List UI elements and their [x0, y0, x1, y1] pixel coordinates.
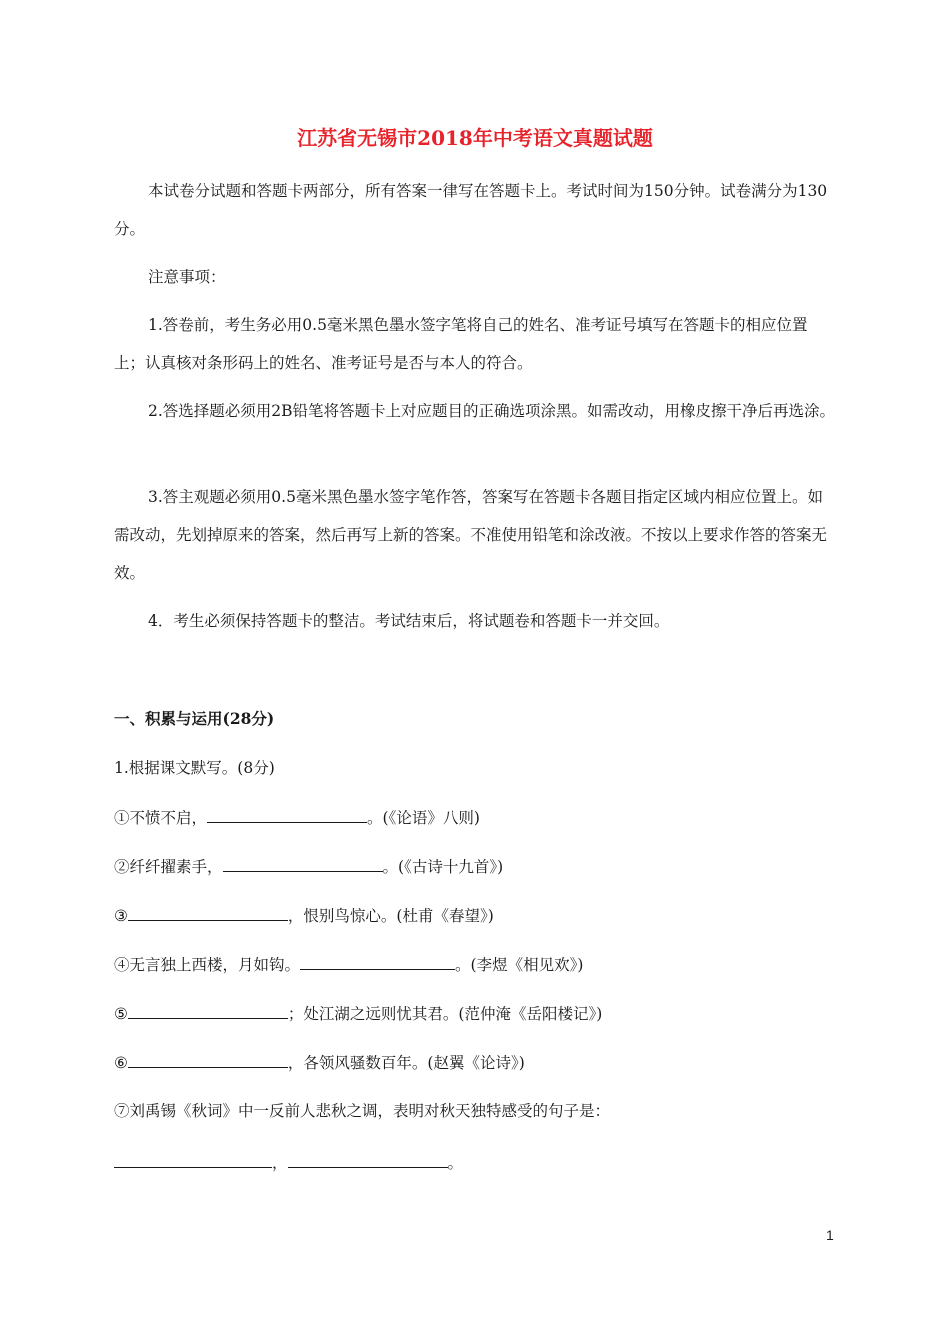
notice-item-2: 2.答选择题必须用2B铅笔将答题卡上对应题目的正确选项涂黑。如需改动，用橡皮擦干净后再选涂。: [148, 402, 836, 420]
q1-item-3-after: ，恨别鸟惊心。(杜甫《春望》): [287, 907, 494, 925]
notice-item-3: 3.答主观题必须用0.5毫米黑色墨水签字笔作答，答案写在答题卡各题目指定区域内相应位置上。如需改动，先划掉原来的答案，然后再写上新的答案。不准使用铅笔和涂改液。不按以上要求作答的答案无效。: [114, 488, 828, 582]
q1-item-5-after: ；处江湖之远则忧其君。(范仲淹《岳阳楼记》): [287, 1005, 603, 1023]
q1-item-5: [114, 1001, 602, 1026]
q1-item-3: [114, 903, 494, 928]
q1-item-7-answers: [114, 1150, 463, 1175]
notice-item-4: 4．考生必须保持答题卡的整洁。考试结束后，将试题卷和答题卡一并交回。: [148, 612, 670, 630]
q1-item-2-before: ②纤纤擢素手，: [114, 858, 223, 876]
answer-blank: [300, 952, 455, 970]
q1-item-1: [114, 805, 480, 830]
q1-item-2: [114, 854, 503, 879]
answer-blank: [207, 805, 367, 823]
question-1-prompt: 1.根据课文默写。(8分): [114, 759, 275, 777]
intro-paragraph: 本试卷分试题和答题卡两部分，所有答案一律写在答题卡上。考试时间为150分钟。试卷满分为130分。: [114, 182, 828, 238]
answer-blank: [114, 1150, 272, 1168]
q1-item-4: [114, 952, 583, 977]
answer-blank: [223, 854, 383, 872]
q1-item-6-after: ，各领风骚数百年。(赵翼《论诗》): [287, 1054, 525, 1072]
q1-item-7: ⑦刘禹锡《秋词》中一反前人悲秋之调，表明对秋天独特感受的句子是：: [114, 1102, 611, 1120]
q1-item-7-separator: ，: [272, 1154, 288, 1172]
notice-item-1: 1.答卷前，考生务必用0.5毫米黑色墨水签字笔将自己的姓名、准考证号填写在答题卡的相应位置上；认真核对条形码上的姓名、准考证号是否与本人的符合。: [114, 316, 808, 372]
q1-item-5-before: ⑤: [114, 1005, 128, 1023]
answer-blank: [128, 1001, 288, 1019]
answer-blank: [128, 903, 288, 921]
q1-item-3-before: ③: [114, 907, 128, 925]
q1-item-4-before: ④无言独上西楼，月如钩。: [114, 956, 301, 974]
q1-item-1-before: ①不愤不启，: [114, 809, 208, 827]
answer-blank: [128, 1050, 288, 1068]
answer-blank: [288, 1150, 448, 1168]
document-title: 江苏省无锡市2018年中考语文真题试题: [297, 126, 653, 150]
q1-item-4-after: 。(李煜《相见欢》): [455, 956, 584, 974]
q1-item-2-after: 。(《古诗十九首》): [382, 858, 504, 876]
q1-item-1-after: 。(《论语》八则): [367, 809, 480, 827]
page-number: 1: [826, 1227, 834, 1243]
notice-heading: 注意事项：: [148, 268, 226, 286]
section-heading: 一、积累与运用(28分): [114, 709, 275, 728]
q1-item-7-end: 。: [447, 1154, 464, 1172]
q1-item-6: [114, 1050, 525, 1075]
q1-item-6-before: ⑥: [114, 1054, 128, 1072]
